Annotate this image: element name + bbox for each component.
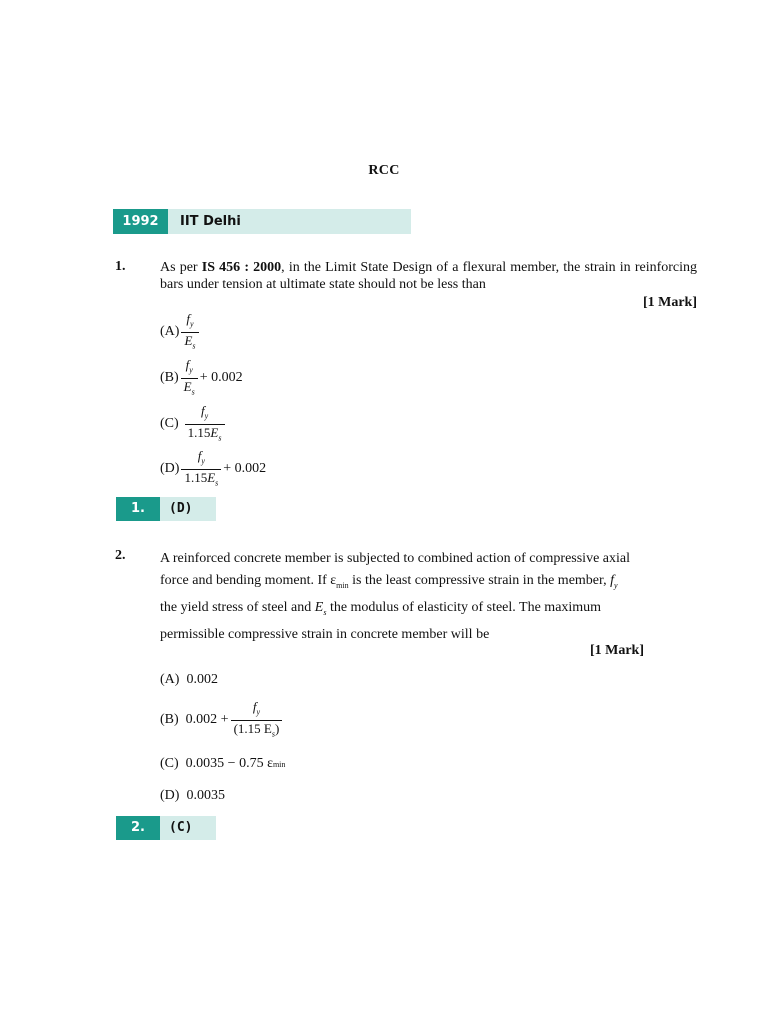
question-2-line-4: permissible compressive strain in concrete member will be (160, 626, 490, 642)
frac-num-sub: y (204, 411, 209, 421)
question-1-text-pre: As per (160, 260, 202, 275)
answer-2-number: 2. (116, 816, 160, 840)
q2-line3-a: the yield stress of steel and (160, 599, 315, 615)
frac-den-pre: 1.15 (184, 469, 208, 485)
option-c-fraction (185, 403, 225, 445)
option-a-label: (A) (160, 324, 180, 340)
question-1-number: 1. (115, 259, 126, 274)
frac-num: f (252, 699, 257, 714)
answer-1-value: (D) (169, 501, 193, 516)
question-2-line-1: A reinforced concrete member is subjected to combined action of compressive axial (160, 551, 630, 566)
year-header-bar (113, 209, 411, 234)
question-1-option-c (160, 403, 227, 445)
option-c-value: 0.0035 − 0.75 ε (185, 756, 273, 771)
es-symbol: E (314, 599, 324, 615)
frac-num-sub: y (190, 319, 194, 329)
question-1-option-d (160, 448, 266, 490)
option-b-label: (B) (160, 370, 179, 386)
q2-line2-b: is the least compressive strain in the member, (348, 573, 611, 588)
frac-den: E (207, 469, 216, 485)
frac-den: (1.15 E (233, 720, 272, 736)
option-a-fraction (181, 311, 198, 353)
question-2-option-d (160, 788, 225, 804)
question-1-mark: [1 Mark] (642, 295, 697, 310)
es-sub: s (323, 607, 327, 617)
q2-line3-b: the modulus of elasticity of steel. The maximum (326, 599, 602, 615)
frac-num-sub: y (201, 456, 205, 466)
option-b-pre: 0.002 + (185, 712, 229, 728)
option-b-tail: + 0.002 (199, 370, 243, 386)
option-a-value: 0.002 (186, 672, 218, 687)
frac-num: f (200, 403, 205, 418)
question-2-option-c (160, 756, 285, 772)
frac-num-sub: y (189, 365, 193, 375)
question-2-line-2 (160, 570, 697, 597)
answer-1-number: 1. (116, 497, 160, 521)
frac-den-sub: s (215, 478, 219, 488)
frac-den-close: ) (274, 720, 280, 736)
page-title: RCC (368, 163, 400, 178)
answer-1-bar (116, 497, 216, 521)
frac-den-sub: s (191, 387, 195, 397)
question-2-text (160, 548, 697, 646)
option-b-fraction (231, 699, 283, 741)
frac-num: f (185, 357, 190, 372)
frac-num-sub: y (256, 707, 261, 717)
frac-den: E (210, 424, 219, 440)
frac-den: E (183, 378, 192, 394)
year-badge: 1992 (113, 209, 168, 234)
question-1-option-b (160, 357, 243, 399)
question-1-text-post: , in the Limit State Design of a flexural member, the strain in reinforcing bars under tension at ultimate state should not be less than (160, 260, 698, 292)
frac-num: f (197, 448, 202, 463)
frac-den-sub: s (218, 433, 222, 443)
answer-2-bar (116, 816, 216, 840)
question-2-number: 2. (115, 548, 126, 563)
option-b-label: (B) (160, 712, 179, 728)
frac-den-sub: s (192, 341, 196, 351)
epsilon-sub: min (336, 580, 349, 590)
question-1-option-a (160, 311, 201, 353)
option-d-value: 0.0035 (186, 788, 225, 803)
frac-den-sub: s (271, 729, 275, 739)
question-2-line-3 (160, 597, 697, 624)
question-2-option-b (160, 699, 284, 741)
option-b-fraction (181, 357, 198, 399)
question-2-option-a (160, 672, 218, 688)
option-c-label: (C) (160, 756, 179, 771)
question-1-standard: IS 456 : 2000 (201, 260, 282, 275)
option-c-label: (C) (160, 416, 179, 432)
question-1-text (160, 259, 697, 293)
option-d-tail: + 0.002 (223, 461, 267, 477)
epsilon-symbol: ε (330, 573, 337, 588)
answer-2-value: (C) (169, 820, 193, 835)
frac-num: f (186, 311, 190, 326)
option-a-label: (A) (160, 672, 180, 687)
fy-symbol: f (610, 573, 614, 588)
option-d-label: (D) (160, 461, 180, 477)
q2-line2-a: force and bending moment. If (160, 573, 331, 588)
fy-sub: y (614, 580, 618, 590)
frac-den-pre: 1.15 (187, 424, 211, 440)
frac-den: E (184, 332, 193, 348)
option-d-label: (D) (160, 788, 180, 803)
question-2-mark: [1 Mark] (589, 643, 644, 658)
option-c-sub: min (272, 759, 286, 769)
institute-name: IIT Delhi (180, 214, 241, 229)
option-d-fraction (181, 448, 221, 490)
